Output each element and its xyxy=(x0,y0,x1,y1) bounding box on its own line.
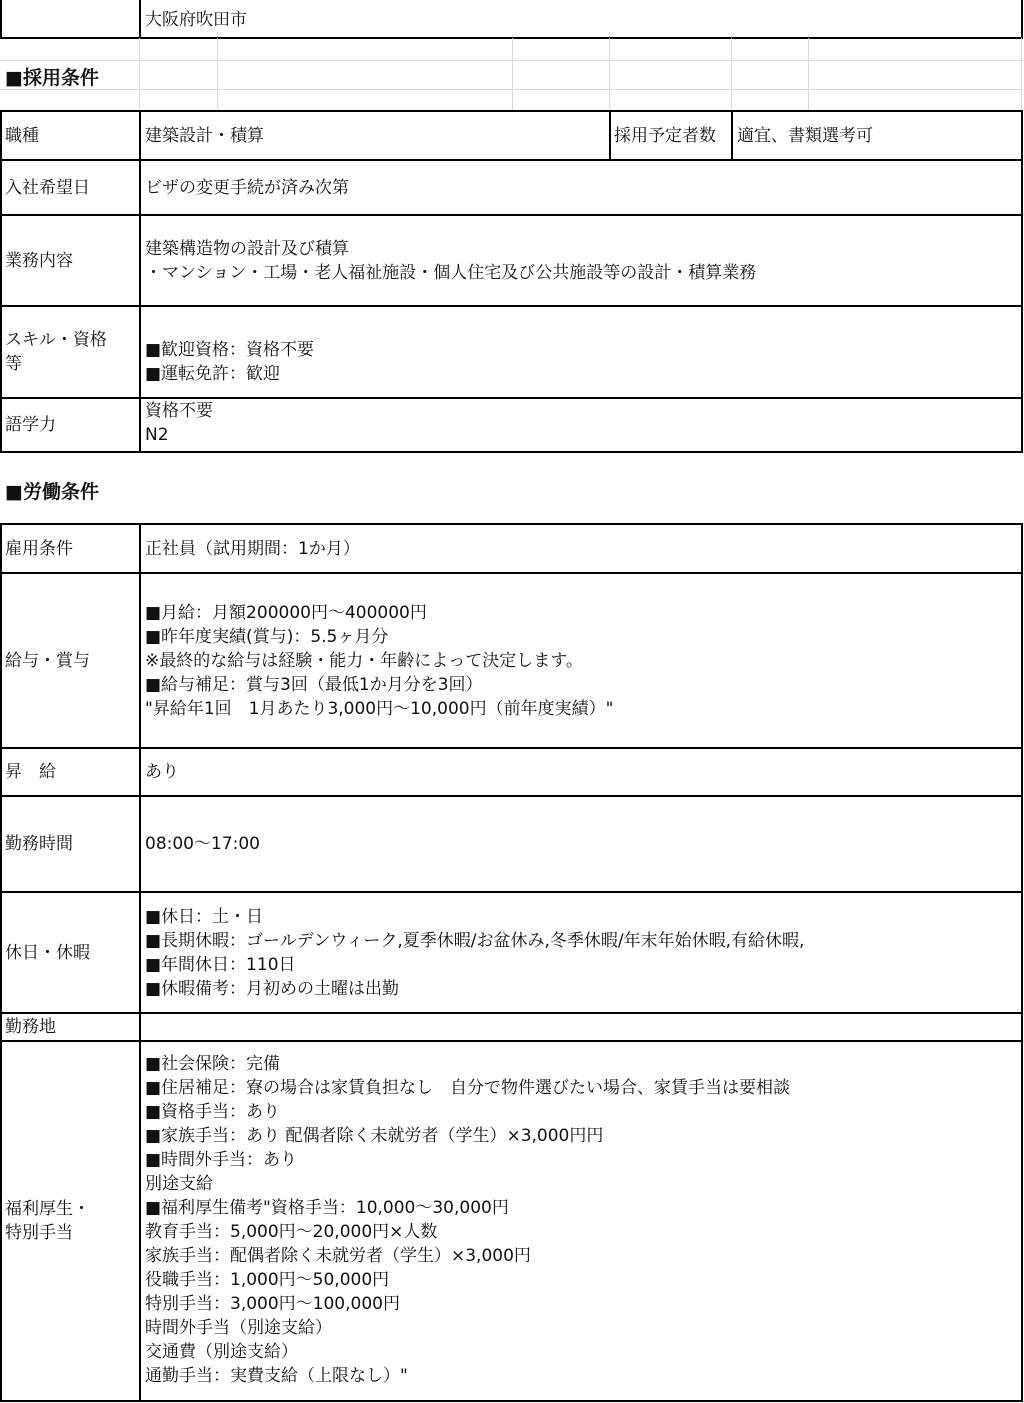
salary-line: ■昨年度実績(賞与)：5.5ヶ月分 xyxy=(145,626,389,647)
job-type-value: 建築設計・積算 xyxy=(145,125,264,146)
holidays-line: ■休日：土・日 xyxy=(145,906,264,927)
skills-line: ■運転免許：歓迎 xyxy=(145,364,281,384)
skills-value xyxy=(145,327,1020,397)
grid-line xyxy=(609,38,610,110)
welfare-line: 時間外手当（別途支給） xyxy=(145,1318,332,1338)
holidays-line: ■休暇備考：月初めの土曜は出勤 xyxy=(145,978,400,999)
welfare-line: 家族手当：配偶者除く未就労者（学生）×3,000円 xyxy=(145,1246,531,1266)
hiring-count-value: 適宜、書類選考可 xyxy=(737,125,873,146)
grid-line xyxy=(139,110,141,453)
welfare-line: 特別手当：3,000円～100,000円 xyxy=(145,1294,400,1314)
location-value xyxy=(145,1014,1020,1040)
duties-line: ・マンション・工場・老人福祉施設・個人住宅及び公共施設等の設計・積算業務 xyxy=(145,262,757,283)
section-title-recruit: ■採用条件 xyxy=(5,66,99,89)
location-label: 勤務地 xyxy=(5,1017,56,1037)
grid-line xyxy=(139,0,141,38)
holidays-value xyxy=(145,893,1020,1012)
grid-line xyxy=(512,38,513,110)
welfare-line: ■福利厚生備考"資格手当：10,000～30,000円 xyxy=(145,1198,509,1218)
welfare-line: ■住居補足：寮の場合は家賃負担なし 自分で物件選びたい場合、家賃手当は要相談 xyxy=(145,1078,791,1098)
grid-line xyxy=(0,1040,1023,1042)
grid-line xyxy=(0,0,2,38)
skills-label-line: スキル・資格 xyxy=(5,330,107,350)
language-line: 資格不要 xyxy=(145,401,213,421)
duties-label: 業務内容 xyxy=(5,250,73,271)
holidays-line: ■年間休日：110日 xyxy=(145,954,296,975)
salary-line: ■給与補足：賞与3回（最低1か月分を3回） xyxy=(145,674,483,695)
raise-label: 昇 給 xyxy=(5,762,56,782)
welfare-line: 教育手当：5,000円～20,000円×人数 xyxy=(145,1222,438,1242)
welfare-line: ■家族手当：あり 配偶者除く未就労者（学生）×3,000円円 xyxy=(145,1126,604,1146)
salary-line: ■月給：月額200000円～400000円 xyxy=(145,602,427,623)
job-type-label: 職種 xyxy=(5,125,39,146)
welfare-line: 通勤手当：実費支給（上限なし）" xyxy=(145,1366,408,1386)
grid-line xyxy=(0,110,2,453)
grid-line xyxy=(1021,0,1023,38)
salary-value xyxy=(145,598,1020,723)
section-title-labor: ■労働条件 xyxy=(5,480,99,503)
grid-line xyxy=(731,38,732,110)
salary-line: "昇給年1回 1月あたり3,000円～10,000円（前年度実績）" xyxy=(145,698,614,719)
grid-line xyxy=(0,523,2,1402)
welfare-line: 交通費（別途支給） xyxy=(145,1342,298,1362)
welfare-line: ■時間外手当：あり xyxy=(145,1150,298,1170)
city-value: 大阪府吹田市 xyxy=(145,9,247,30)
salary-line: ※最終的な給与は経験・能力・年齢によって決定します。 xyxy=(145,650,583,671)
welfare-value xyxy=(145,1052,1020,1392)
grid-line xyxy=(1021,523,1023,1402)
welfare-label xyxy=(5,1042,137,1400)
duties-value xyxy=(145,216,1020,305)
duties-line: 建築構造物の設計及び積算 xyxy=(145,238,349,259)
welfare-line: 役職手当：1,000円～50,000円 xyxy=(145,1270,390,1290)
start-date-label: 入社希望日 xyxy=(5,177,90,198)
language-value xyxy=(145,399,1020,451)
grid-line xyxy=(217,38,218,110)
grid-line xyxy=(0,1400,1023,1402)
salary-label: 給与・賞与 xyxy=(5,650,90,671)
welfare-label-line: 福利厚生・ xyxy=(5,1199,90,1219)
grid-line xyxy=(0,451,1023,453)
start-date-value: ビザの変更手続が済み次第 xyxy=(145,177,349,198)
language-line: N2 xyxy=(145,425,169,445)
holidays-line: ■長期休暇：ゴールデンウィーク,夏季休暇/お盆休み,冬季休暇/年末年始休暇,有給休暇, xyxy=(145,930,805,951)
welfare-line: ■資格手当：あり xyxy=(145,1102,281,1122)
skills-label xyxy=(5,307,137,397)
language-label: 語学力 xyxy=(5,415,56,435)
holidays-label: 休日・休暇 xyxy=(5,942,90,963)
welfare-line: ■社会保険：完備 xyxy=(145,1054,281,1074)
grid-line xyxy=(1021,110,1023,453)
raise-value: あり xyxy=(145,762,179,782)
skills-label-line: 等 xyxy=(5,354,22,374)
employment-label: 雇用条件 xyxy=(5,538,73,559)
grid-line xyxy=(609,110,611,161)
skills-line: ■歓迎資格：資格不要 xyxy=(145,340,315,360)
employment-value: 正社員（試用期間：1か月） xyxy=(145,538,360,559)
grid-line xyxy=(0,572,1023,574)
grid-line xyxy=(1021,38,1022,110)
grid-line xyxy=(139,38,140,110)
hours-value: 08:00～17:00 xyxy=(145,834,260,854)
grid-line xyxy=(139,523,141,1402)
welfare-line: 別途支給 xyxy=(145,1174,213,1194)
hours-label: 勤務時間 xyxy=(5,834,73,854)
grid-line xyxy=(808,38,809,110)
welfare-label-line: 特別手当 xyxy=(5,1223,73,1243)
hiring-count-label: 採用予定者数 xyxy=(614,125,716,146)
grid-line xyxy=(0,305,1023,307)
